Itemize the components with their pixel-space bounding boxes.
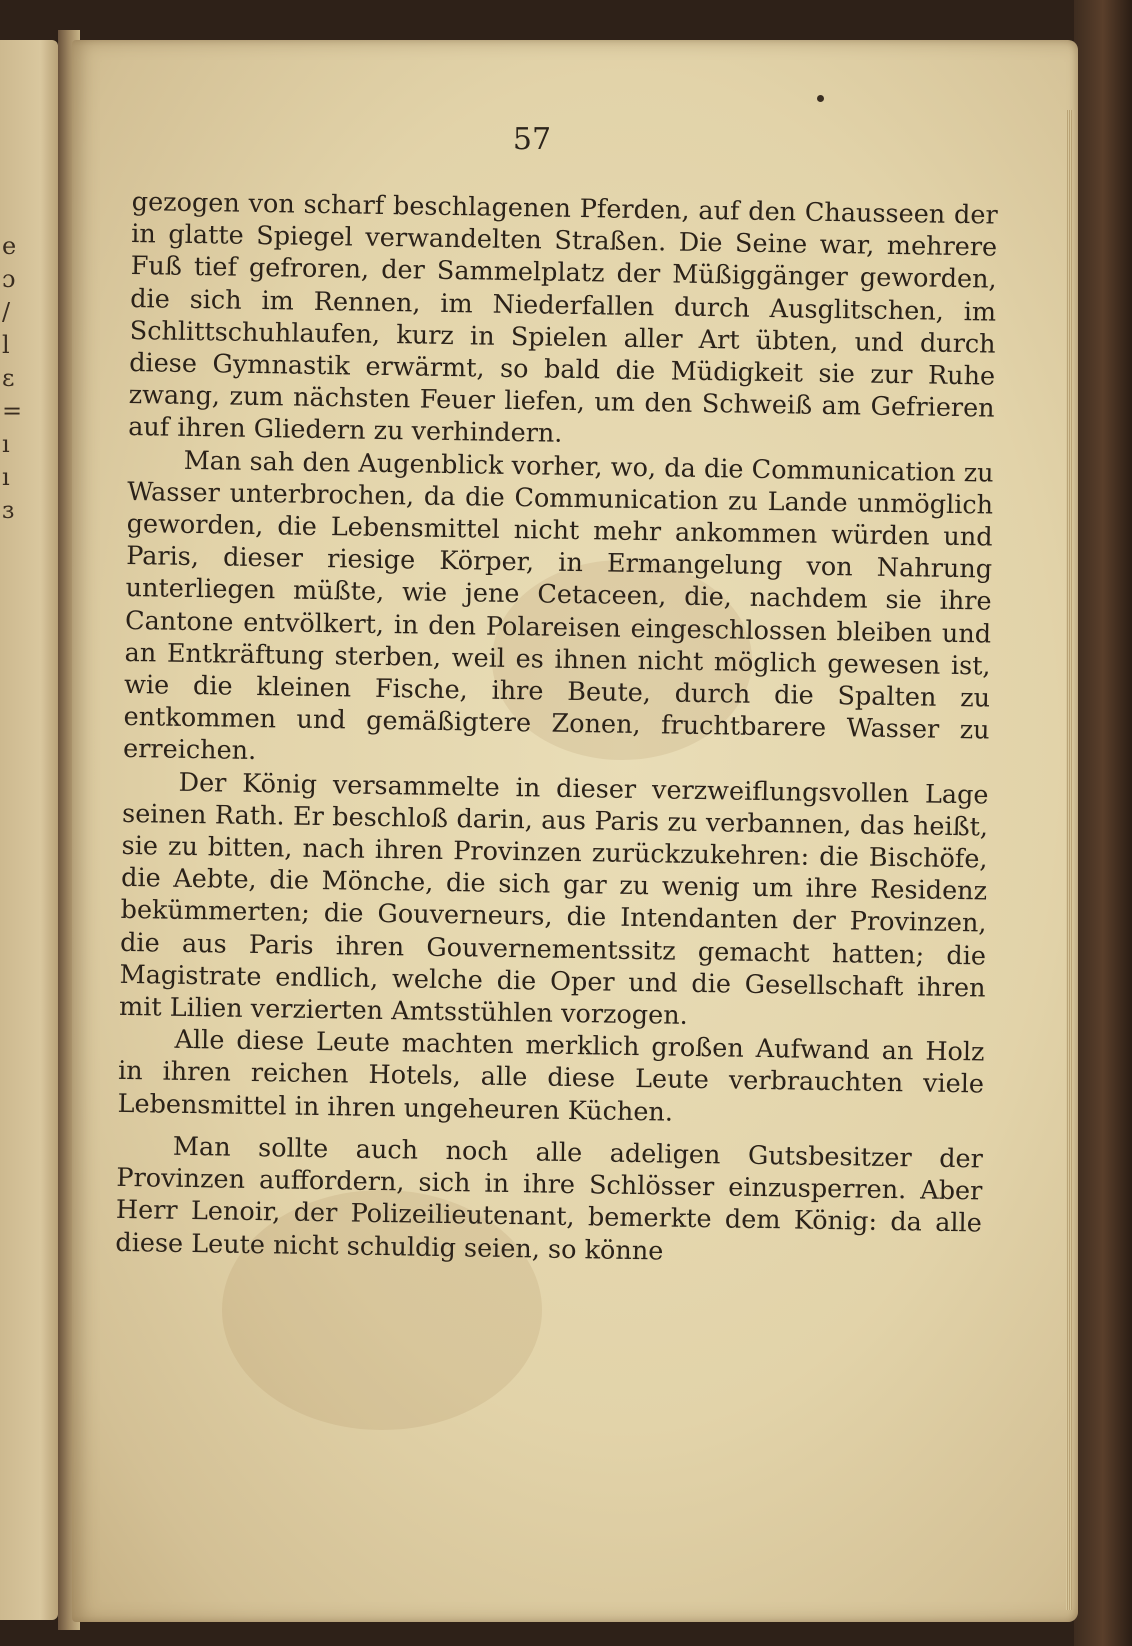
fragment: ɛ [2, 364, 15, 392]
fragment: = [2, 397, 23, 425]
book-cover-edge [1074, 0, 1132, 1646]
left-page-edge [0, 40, 58, 1620]
book-page [72, 40, 1078, 1622]
left-page-fragments [2, 230, 22, 527]
fragment: ı [2, 430, 10, 458]
fragment: ɔ [2, 265, 16, 293]
body-text [115, 186, 998, 1272]
paragraph: Man sah den Augenblick vorher, wo, da die Communication zu Wasser unterbrochen, da die Communication zu Lande unmöglich geworden, die Lebensmittel nicht mehr ankommen würden und Paris, dieser riesige Körper, in Ermangelung von Nahrung unterliegen müßte, wie jene Cetaceen, die, nachdem sie ihre Cantone entvölkert, in den Polareisen eingeschlossen bleiben und an Entkräftung sterben, weil es ihnen nicht möglich gewesen ist, wie die kleinen Fische, ihre Beute, durch die Spalten zu entkommen und gemäßigtere Zonen, fruchtbarere Wasser zu erreichen. [122, 445, 994, 767]
ink-dot [817, 95, 824, 102]
paragraph: Alle diese Leute machten merklich großen Aufwand an Holz in ihren reichen Hotels, alle diese Leute verbrauchten viele Lebensmittel in ihren ungeheuren Küchen. [117, 1025, 985, 1128]
fragment: l [2, 331, 10, 359]
page-edge-stack [1066, 110, 1072, 1610]
fragment: e [2, 232, 17, 260]
fragment: ɜ [2, 496, 15, 524]
page-number: 57 [512, 122, 552, 157]
paragraph: Man sollte auch noch alle adeligen Gutsbesitzer der Provinzen auffordern, sich in ihre Schlösser einzusperren. Aber Herr Lenoir, der Polizeilieutenant, bemerkte dem König: da alle diese Leute nicht schuldig seien, so könne [115, 1131, 984, 1266]
fragment: / [2, 298, 11, 326]
paragraph: Der König versammelte in dieser verzweiflungsvollen Lage seinen Rath. Er beschloß darin, aus Paris zu verbannen, das heißt, sie zu bitten, nach ihren Provinzen zurückzukehren: die Bischöfe, die Aebte, die Mönche, die sich gar zu wenig um ihre Residenz bekümmerten; die Gouverneurs, die Intendanten der Provinzen, die aus Paris ihren Gouvernementssitz gemacht hatten; die Magistrate endlich, welche die Oper und die Gesellschaft ihren mit Lilien verzierten Amtsstühlen vorzogen. [118, 767, 989, 1031]
fragment: ı [2, 463, 10, 491]
paragraph: gezogen von scharf beschlagenen Pferden, auf den Chausseen der in glatte Spiegel verwandelten Straßen. Die Seine war, mehrere Fuß tief gefroren, der Sammelplatz der Müßiggänger geworden, die sich im Rennen, im Niederfallen durch Ausglitschen, im Schlittschuhlaufen, kurz in Spielen aller Art übten, und durch diese Gymnastik erwärmt, so bald die Müdigkeit sie zur Ruhe zwang, zum nächsten Feuer liefen, um den Schweiß am Gefrieren auf ihren Gliedern zu verhindern. [127, 186, 998, 450]
